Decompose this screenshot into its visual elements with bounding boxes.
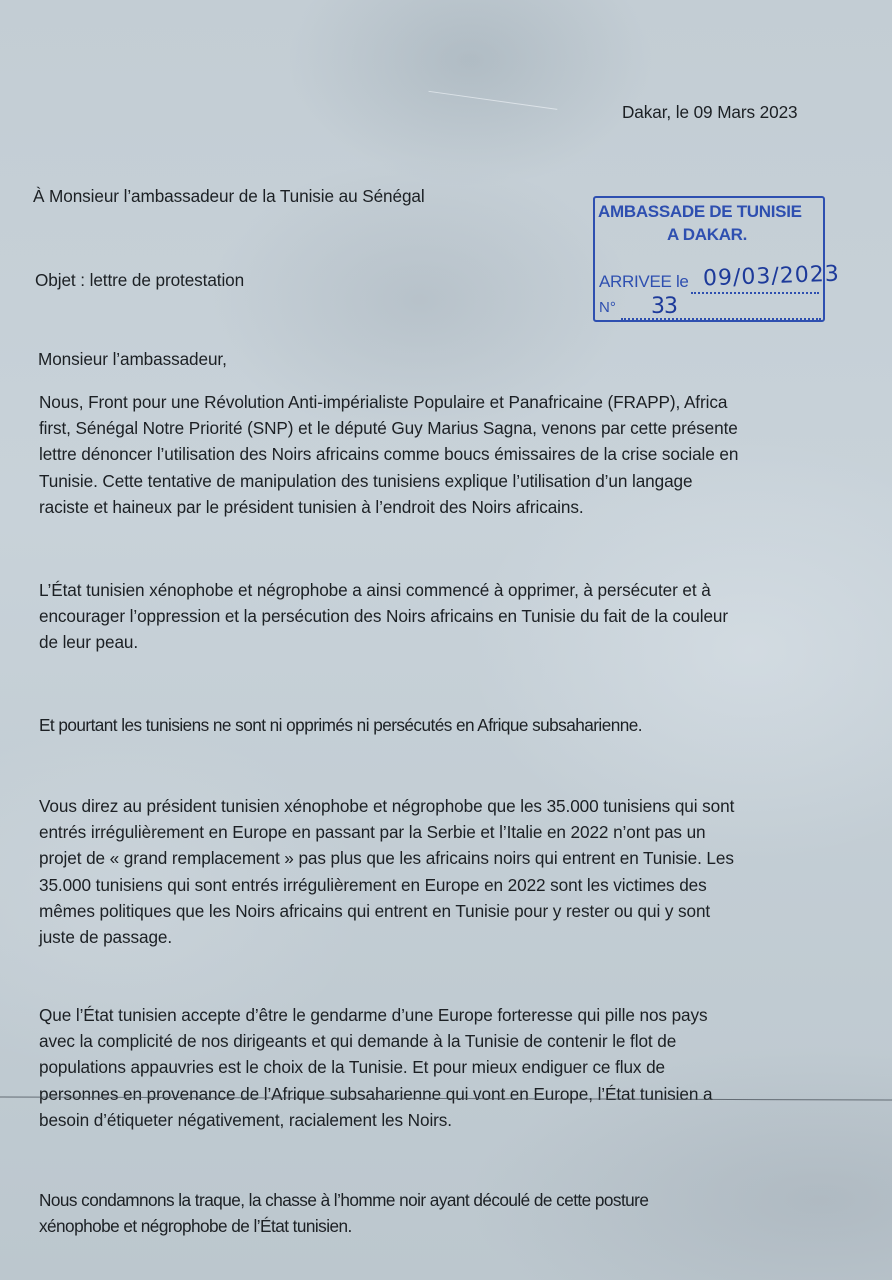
paragraph-line: besoin d’étiqueter négativement, racialement les Noirs. (39, 1109, 452, 1130)
stamp-arrival-date: 09/03/2023 (702, 261, 841, 292)
paragraph-line: de leur peau. (39, 632, 139, 653)
paragraph-3 (39, 712, 642, 738)
paragraph-line: first, Sénégal Notre Priorité (SNP) et le député Guy Marius Sagna, venons par cette présente (39, 418, 738, 439)
paragraph-4 (39, 793, 734, 950)
paragraph-line: Vous direz au président tunisien xénophobe et négrophobe que les 35.000 tunisiens qui sont (39, 796, 735, 816)
paragraph-line: encourager l’oppression et la persécution des Noirs africains en Tunisie du fait de la couleur (39, 606, 729, 627)
embassy-reception-stamp (593, 196, 841, 322)
paragraph-line: Nous condamnons la traque, la chasse à l’homme noir ayant découlé de cette posture (39, 1190, 649, 1210)
subject-line: Objet : lettre de protestation (35, 270, 245, 290)
paragraph-line: avec la complicité de nos dirigeants et qui demande à la Tunisie de contenir le flot de (39, 1031, 677, 1052)
salutation: Monsieur l’ambassadeur, (38, 349, 227, 369)
paper-crease (428, 61, 561, 110)
paragraph-line: xénophobe et négrophobe de l’État tunisien. (39, 1216, 352, 1237)
place-date: Dakar, le 09 Mars 2023 (622, 102, 798, 122)
paragraph-line: mêmes politiques que les Noirs africains qui entrent en Tunisie pour y rester ou qui y sont (39, 900, 711, 921)
paragraph-1 (39, 389, 738, 520)
paragraph-line: populations appauvries est le choix de la Tunisie. Et pour mieux endiguer ce flux de (39, 1057, 666, 1078)
paragraph-line: Et pourtant les tunisiens ne sont ni opprimés ni persécutés en Afrique subsaharienne. (39, 715, 642, 735)
stamp-arrival-label: ARRIVEE le (599, 272, 689, 291)
paragraph-line: Tunisie. Cette tentative de manipulation des tunisiens explique l’utilisation d’un langage (39, 470, 693, 491)
stamp-number: 33 (651, 294, 677, 319)
paragraph-line: Que l’État tunisien accepte d’être le gendarme d’une Europe forteresse qui pille nos pays (39, 1005, 708, 1025)
paragraph-line: 35.000 tunisiens qui sont entrés irrégulièrement en Europe en 2022 sont les victimes des (39, 874, 707, 895)
stamp-embassy-name: AMBASSADE DE TUNISIE (598, 202, 802, 221)
paragraph-6 (39, 1187, 648, 1239)
paragraph-line: personnes en provenance de l’Afrique subsaharienne qui vont en Europe, l’État tunisien a (39, 1083, 713, 1104)
paragraph-line: entrés irrégulièrement en Europe en passant par la Serbie et l’Italie en 2022 n’ont pas un (39, 822, 706, 843)
paragraph-5 (39, 1002, 712, 1133)
paragraph-line: L’État tunisien xénophobe et négrophobe a ainsi commencé à opprimer, à persécuter et à (39, 580, 711, 600)
paragraph-line: projet de « grand remplacement » pas plus que les africains noirs qui entrent en Tunisie. Les (39, 848, 734, 869)
stamp-date-dotted-line (691, 292, 819, 294)
paragraph-line: lettre dénoncer l’utilisation des Noirs africains comme boucs émissaires de la crise sociale en (39, 444, 739, 465)
stamp-number-label: N° (599, 299, 616, 316)
paragraph-line: Nous, Front pour une Révolution Anti-impérialiste Populaire et Panafricaine (FRAPP), Africa (39, 392, 728, 412)
paragraph-line: raciste et haineux par le président tunisien à l’endroit des Noirs africains. (39, 496, 584, 517)
paragraph-line: juste de passage. (39, 927, 173, 948)
recipient-line: À Monsieur l’ambassadeur de la Tunisie au Sénégal (33, 186, 425, 206)
paragraph-2 (39, 577, 728, 656)
stamp-city: A DAKAR. (667, 225, 748, 244)
